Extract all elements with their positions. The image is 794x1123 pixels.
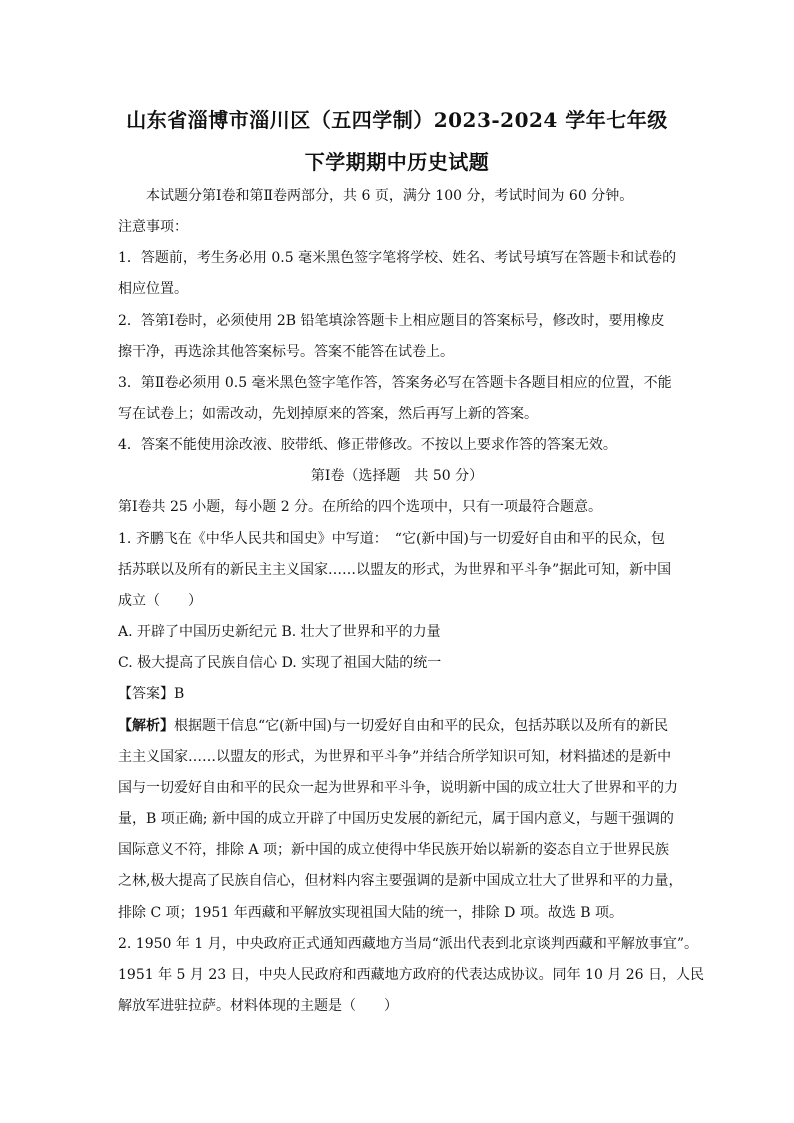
notice-item-3-line-1: 3．第Ⅱ卷必须用 0.5 毫米黑色签字笔作答，答案务必写在答题卡各题目相应的位置，不能 <box>118 375 672 391</box>
question-1-options-line-2: C. 极大提高了民族自信心 D. 实现了祖国大陆的统一 <box>118 655 442 671</box>
question-1-analysis-line-1 <box>118 716 678 736</box>
question-1-stem-line-3: 成立（ ） <box>118 593 202 609</box>
question-1-options-line-1: A. 开辟了中国历史新纪元 B. 壮大了世界和平的力量 <box>118 624 441 640</box>
section-title: 第Ⅰ卷（选择题 共 50 分） <box>310 468 484 484</box>
question-1-analysis-line-2: 主主义国家……以盟友的形式，为世界和平斗争”并结合所学知识可知，材料描述的是新中 <box>118 749 672 765</box>
question-1-stem-line-1: 1. 齐鹏飞在《中华人民共和国史》中写道： “它(新中国)与一切爱好自由和平的民众，包 <box>118 531 665 547</box>
notice-item-4-line-1: 4．答案不能使用涂改液、胶带纸、修正带修改。不按以上要求作答的答案无效。 <box>118 437 617 453</box>
question-1-stem-line-2: 括苏联以及所有的新民主主义国家……以盟友的形式，为世界和平斗争”据此可知，新中国 <box>118 562 672 578</box>
question-1-analysis-line-3: 国与一切爱好自由和平的民众一起为世界和平斗争，说明新中国的成立壮大了世界和平的力 <box>118 780 678 796</box>
notice-item-2-line-1: 2．答第Ⅰ卷时，必须使用 2B 铅笔填涂答题卡上相应题目的答案标号，修改时，要用橡皮 <box>118 313 665 329</box>
notice-item-1-line-2: 相应位置。 <box>118 281 188 297</box>
notice-item-2-line-2: 擦干净，再选涂其他答案标号。答案不能答在试卷上。 <box>118 344 454 360</box>
question-1-answer: 【答案】B <box>118 686 185 702</box>
question-1-analysis-line-5: 国际意义不符，排除 A 项；新中国的成立使得中华民族开始以崭新的姿态自立于世界民族 <box>118 842 670 858</box>
analysis-text: 根据题干信息“它(新中国)与一切爱好自由和平的民众，包括苏联以及所有的新民 <box>174 718 669 734</box>
question-1-analysis-line-4: 量，B 项正确; 新中国的成立开辟了中国历史发展的新纪元，属于国内意义，与题干强调的 <box>118 811 674 827</box>
exam-title-line2: 下学期期中历史试题 <box>304 150 490 174</box>
intro-text: 本试题分第Ⅰ卷和第Ⅱ卷两部分，共 6 页，满分 100 分，考试时间为 60 分钟。 <box>146 188 634 204</box>
question-1-analysis-line-7: 排除 C 项；1951 年西藏和平解放实现祖国大陆的统一，排除 D 项。故选 B 项。 <box>118 905 624 921</box>
question-2-stem-line-3: 解放军进驻拉萨。材料体现的主题是（ ） <box>118 998 398 1014</box>
notice-item-3-line-2: 写在试卷上；如需改动，先划掉原来的答案，然后再写上新的答案。 <box>118 406 538 422</box>
exam-title-line1: 山东省淄博市淄川区（五四学制）2023-2024 学年七年级 <box>126 108 668 132</box>
analysis-label: 【解析】 <box>118 718 174 734</box>
notice-heading: 注意事项： <box>118 219 188 235</box>
question-1-analysis-line-6: 之林,极大提高了民族自信心，但材料内容主要强调的是新中国成立壮大了世界和平的力量， <box>118 873 683 889</box>
question-2-stem-line-2: 1951 年 5 月 23 日，中央人民政府和西藏地方政府的代表达成协议。同年 10 月 26 日，人民 <box>118 967 705 983</box>
notice-item-1-line-1: 1．答题前，考生务必用 0.5 毫米黑色签字笔将学校、姓名、考试号填写在答题卡和试卷的 <box>118 250 677 266</box>
question-2-stem-line-1: 2. 1950 年 1 月，中央政府正式通知西藏地方当局“派出代表到北京谈判西藏和平解放事宜”。 <box>118 936 699 952</box>
section-description: 第Ⅰ卷共 25 小题，每小题 2 分。在所给的四个选项中，只有一项最符合题意。 <box>118 499 603 515</box>
